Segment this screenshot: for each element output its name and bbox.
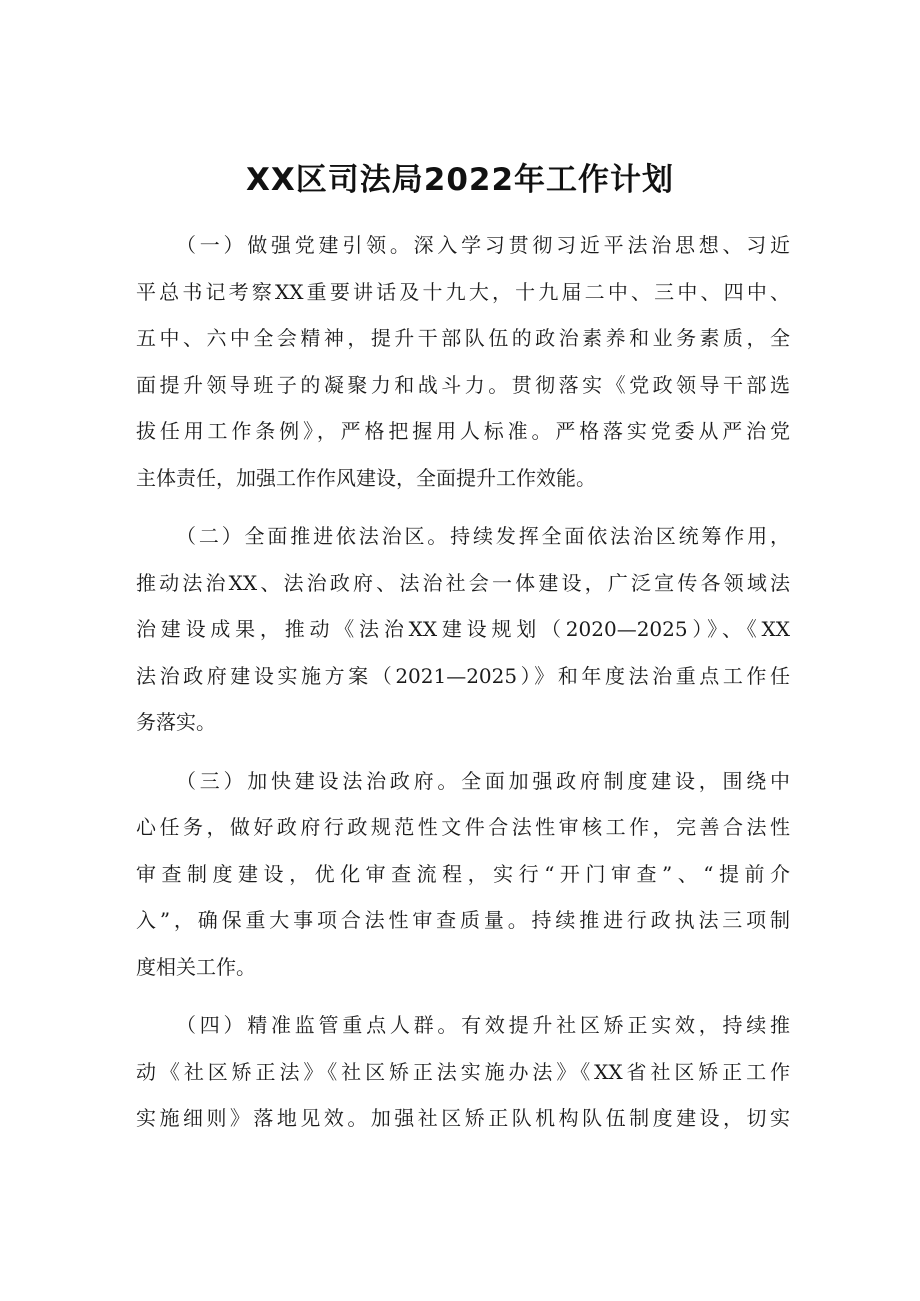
paragraph-1 <box>136 222 790 501</box>
paragraph-2 <box>136 513 790 746</box>
paragraph-line: 务落实。 <box>136 710 216 734</box>
paragraph-3 <box>136 758 790 991</box>
document-body <box>136 222 790 1154</box>
paragraph-line: （四）精准监管重点人群。有效提升社区矫正实效，持续推 <box>176 1013 790 1037</box>
paragraph-line: 五中、六中全会精神，提升干部队伍的政治素养和业务素质，全 <box>136 326 790 350</box>
paragraph-line: 动《社区矫正法》《社区矫正法实施办法》《XX省社区矫正工作 <box>136 1059 790 1084</box>
paragraph-line: 实施细则》落地见效。加强社区矫正队机构队伍制度建设，切实 <box>136 1106 790 1130</box>
paragraph-line: 拔任用工作条例》，严格把握用人标准。严格落实党委从严治党 <box>136 419 790 443</box>
paragraph-line: 度相关工作。 <box>136 954 256 979</box>
paragraph-line: 入”，确保重大事项合法性审查质量。持续推进行政执法三项制 <box>136 908 790 932</box>
paragraph-4 <box>136 1002 790 1142</box>
document-title: XX区司法局2022年工作计划 <box>245 162 675 198</box>
paragraph-line: 心任务，做好政府行政规范性文件合法性审核工作，完善合法性 <box>136 815 790 839</box>
paragraph-line: （二）全面推进依法治区。持续发挥全面依法治区统筹作用， <box>176 524 790 548</box>
paragraph-line: 平总书记考察XX重要讲话及十九大，十九届二中、三中、四中、 <box>136 279 790 304</box>
paragraph-line: 法治政府建设实施方案（2021—2025）》和年度法治重点工作任 <box>136 663 790 688</box>
paragraph-line: 主体责任，加强工作作风建设，全面提升工作效能。 <box>136 465 596 490</box>
paragraph-line: （三）加快建设法治政府。全面加强政府制度建设，围绕中 <box>176 768 790 793</box>
paragraph-line: 推动法治XX、法治政府、法治社会一体建设，广泛宣传各领域法 <box>136 570 790 595</box>
paragraph-line: （一）做强党建引领。深入学习贯彻习近平法治思想、习近 <box>176 233 790 257</box>
paragraph-line: 治建设成果，推动《法治XX建设规划（2020—2025）》、《XX <box>136 617 790 641</box>
paragraph-line: 审查制度建设，优化审查流程，实行“开门审查”、“提前介 <box>136 861 790 886</box>
paragraph-line: 面提升领导班子的凝聚力和战斗力。贯彻落实《党政领导干部选 <box>136 372 790 397</box>
